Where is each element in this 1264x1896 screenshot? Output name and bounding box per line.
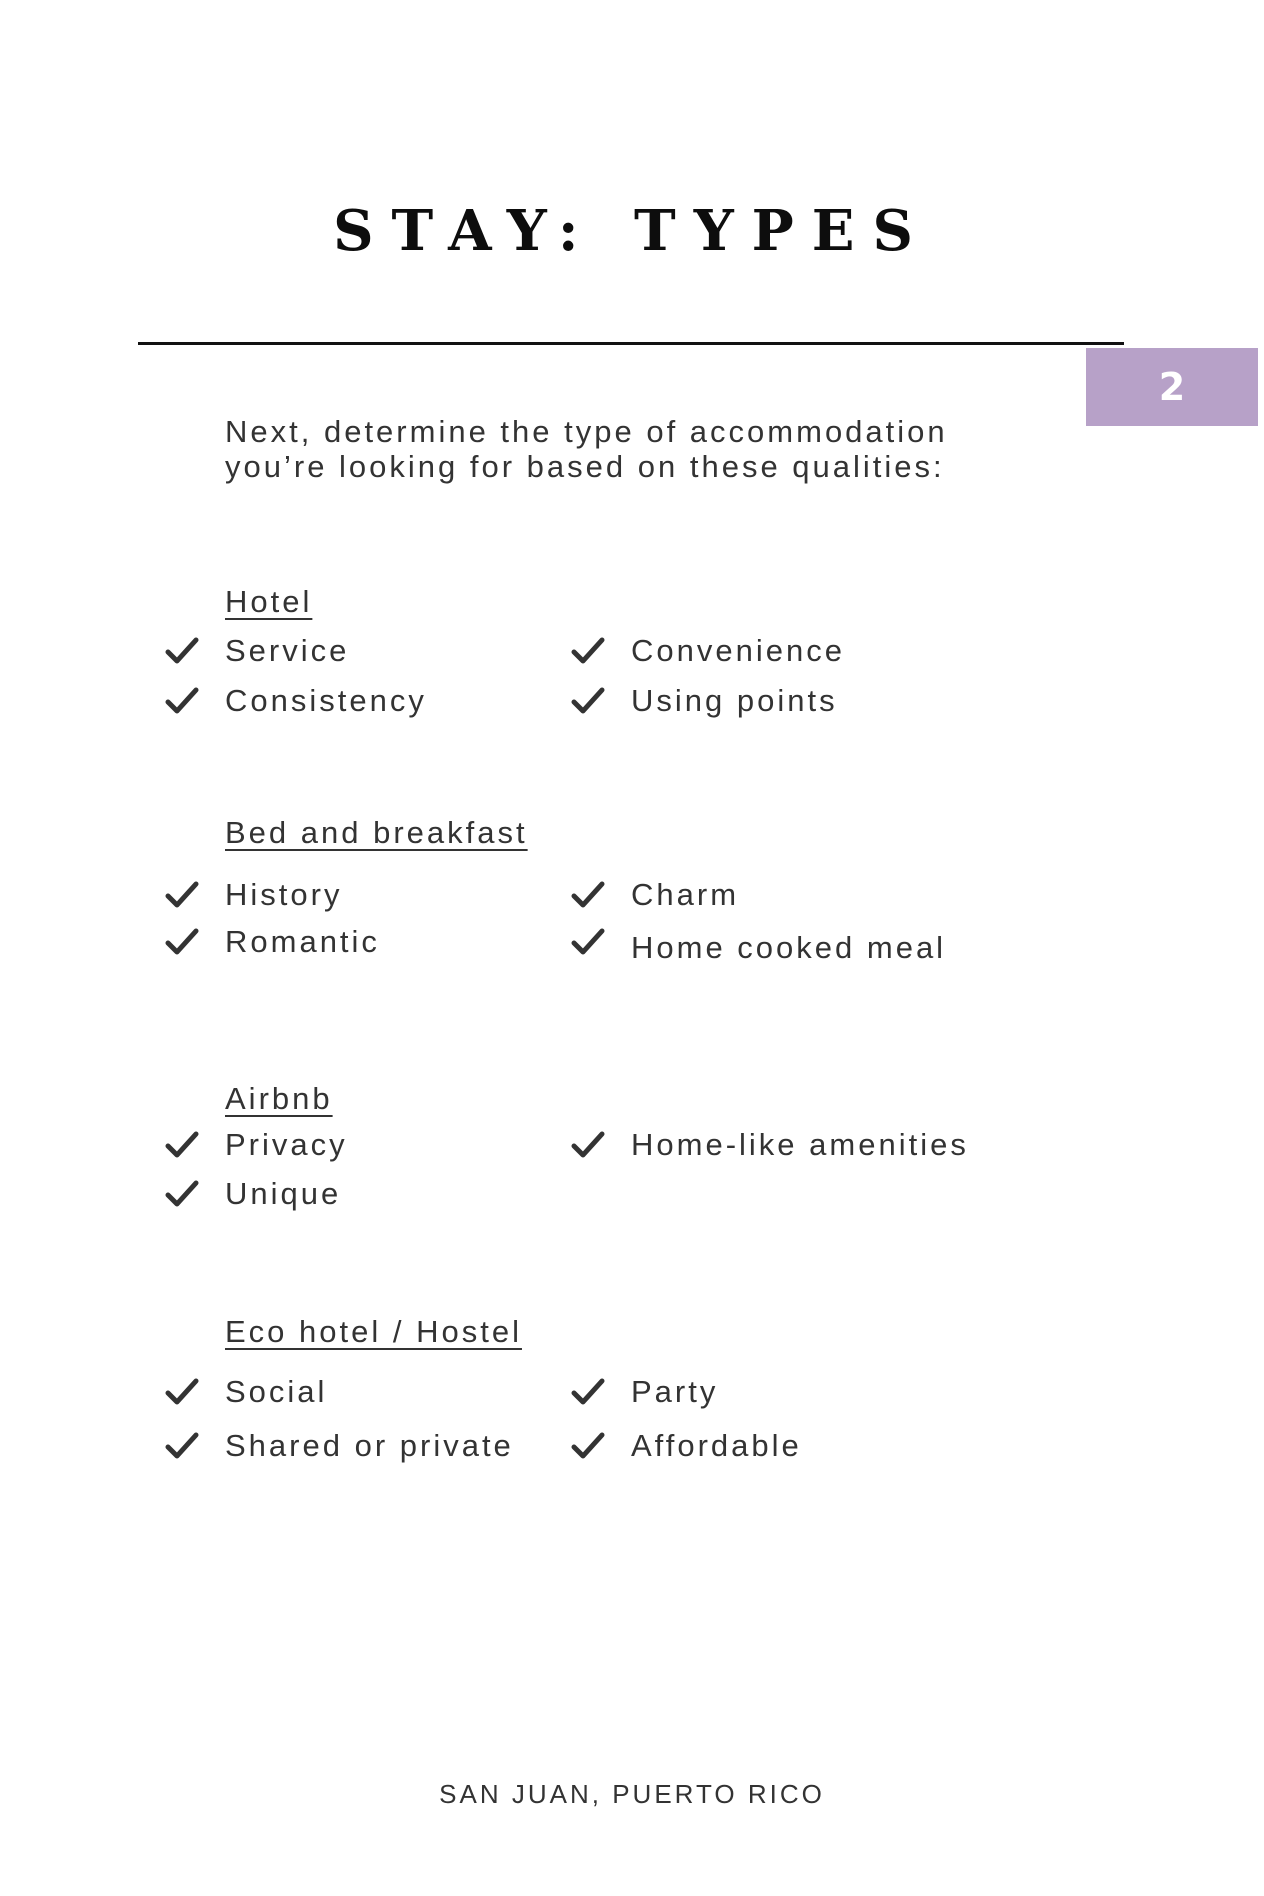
checkmark-icon: [570, 683, 606, 719]
checkmark-icon: [570, 633, 606, 669]
item-label: Romantic: [225, 924, 380, 959]
item-label: Home cooked meal: [631, 930, 947, 965]
item-label: Unique: [225, 1176, 342, 1211]
section-title-eco-hotel-hostel: Eco hotel / Hostel: [225, 1314, 522, 1349]
checkmark-icon: [570, 1428, 606, 1464]
checkmark-icon: [164, 877, 200, 913]
item-label: Privacy: [225, 1127, 348, 1162]
item-label: History: [225, 877, 343, 912]
page-title: STAY: TYPES: [333, 198, 931, 264]
intro-text: [225, 414, 1085, 484]
checkmark-icon: [570, 877, 606, 913]
checkmark-icon: [164, 924, 200, 960]
item-label: Using points: [631, 683, 838, 718]
checkmark-icon: [570, 924, 606, 960]
item-label: Affordable: [631, 1428, 802, 1463]
intro-line-2: you’re looking for based on these qualities:: [225, 449, 945, 484]
checkmark-icon: [164, 1176, 200, 1212]
checkmark-icon: [164, 1428, 200, 1464]
item-label: Party: [631, 1374, 719, 1409]
checkmark-icon: [570, 1374, 606, 1410]
checkmark-icon: [164, 633, 200, 669]
footer-location: SAN JUAN, PUERTO RICO: [439, 1779, 825, 1809]
item-label: Social: [225, 1374, 328, 1409]
intro-line-1: Next, determine the type of accommodation: [225, 414, 948, 449]
section-title-airbnb: Airbnb: [225, 1081, 333, 1116]
checkmark-icon: [570, 1127, 606, 1163]
section-title-bed-and-breakfast: Bed and breakfast: [225, 815, 528, 850]
item-label: Convenience: [631, 633, 845, 668]
checkmark-icon: [164, 683, 200, 719]
item-label: Shared or private: [225, 1428, 514, 1463]
item-label: Consistency: [225, 683, 427, 718]
item-label: Home-like amenities: [631, 1127, 969, 1162]
checkmark-icon: [164, 1127, 200, 1163]
item-label: Service: [225, 633, 350, 668]
checkmark-icon: [164, 1374, 200, 1410]
item-label: Charm: [631, 877, 740, 912]
page-number-badge: 2: [1086, 348, 1258, 426]
title-divider: [138, 342, 1124, 345]
section-title-hotel: Hotel: [225, 584, 313, 619]
